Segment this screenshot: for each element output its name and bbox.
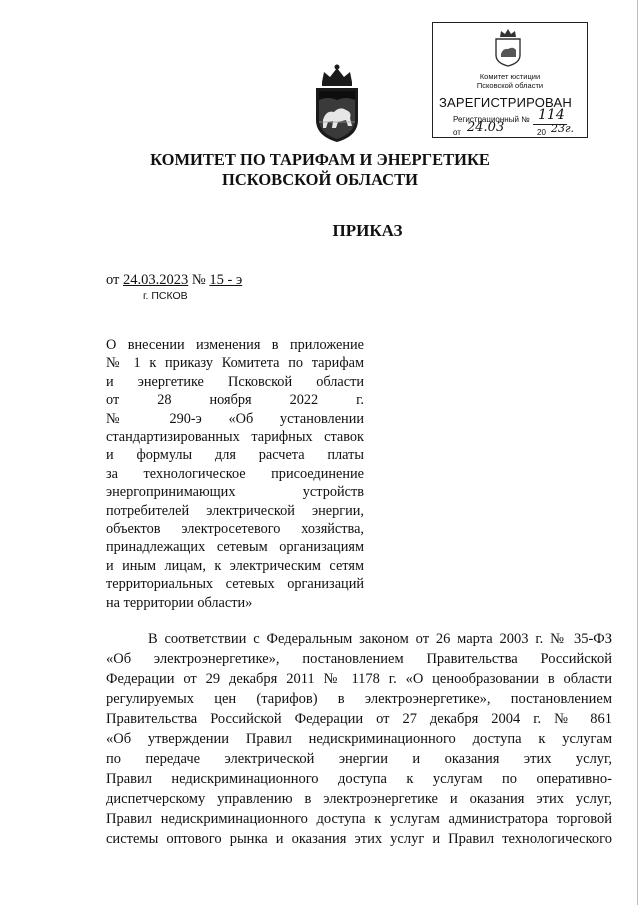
subject-line: на территории области» [106, 594, 253, 611]
subject-line: и формулы для расчета платы [106, 447, 364, 464]
stamp-reg-number-value: 114 [538, 107, 565, 123]
subject-line: от 28 ноября 2022 г. [106, 392, 364, 409]
subject-line: О внесении изменения в приложение [106, 337, 364, 353]
body-line: Правил недискриминационного доступа к услугам администратора торговой [106, 811, 612, 827]
page-edge [637, 0, 638, 905]
order-city: г. ПСКОВ [143, 290, 188, 302]
subject-line: территориальных сетевых организаций [106, 576, 364, 593]
order-date: 24.03.2023 [123, 272, 189, 288]
body-line: регулируемых цен (тарифов) в электроэнергетике», постановлением [106, 691, 612, 707]
body-line: В соответствии с Федеральным законом от 26 марта 2003 г. № 35-ФЗ [148, 631, 612, 647]
stamp-coat-of-arms-icon [491, 27, 525, 67]
subject-line: объектов электросетевого хозяйства, [106, 521, 364, 538]
body-line: «Об электроэнергетике», постановлением Правительства Российской [106, 651, 612, 667]
order-date-number [106, 272, 242, 289]
body-line: диспетчерскому управлению в электроэнергетике и оказания этих услуг, [106, 791, 612, 807]
subject-line: за технологическое присоединение [106, 465, 364, 482]
body-line: Правительства Российской Федерации от 27 декабря 2004 г. № 861 [106, 711, 612, 727]
subject-line: принадлежащих сетевым организациям [106, 539, 364, 556]
stamp-org-line2: Псковской области [476, 81, 544, 90]
body-line: Федерации от 29 декабря 2011 № 1178 г. «О ценообразовании в области [106, 671, 612, 687]
registration-stamp [432, 22, 588, 138]
body-line: «Об утверждении Правил недискриминационного доступа к услугам [106, 731, 612, 747]
order-title: ПРИКАЗ [332, 221, 403, 240]
stamp-year-value: 23г. [551, 122, 575, 135]
subject-line: стандартизированных тарифных ставок [106, 429, 364, 446]
body-line: по передаче электрической энергии и оказания этих услуг, [106, 751, 612, 767]
stamp-org-line1: Комитет юстиции [479, 72, 541, 81]
org-name-line2: ПСКОВСКОЙ ОБЛАСТИ [222, 170, 418, 189]
stamp-registered-label: ЗАРЕГИСТРИРОВАН [439, 95, 572, 110]
stamp-date-prefix: от [453, 128, 461, 137]
subject-line: № 290-э «Об установлении [106, 410, 364, 427]
order-number: 15 - э [209, 272, 243, 288]
stamp-year-prefix: 20 [537, 128, 546, 137]
subject-line: энергопринимающих устройств [106, 484, 364, 501]
order-subject [106, 336, 364, 612]
stamp-underline [465, 137, 533, 138]
body-line: Правил недискриминационного доступа к услугам по оперативно- [106, 771, 612, 787]
order-body-paragraph [106, 629, 612, 849]
pskov-oblast-coat-of-arms-icon [308, 62, 366, 144]
subject-line: и иным лицам, к электрическим сетям [106, 557, 364, 574]
org-name-line1: КОМИТЕТ ПО ТАРИФАМ И ЭНЕРГЕТИКЕ [150, 150, 490, 169]
subject-line: потребителей электрической энергии, [106, 502, 364, 519]
body-line: системы оптового рынка и оказания этих услуг и Правил технологического [106, 831, 612, 847]
stamp-date-value: 24.03 [467, 120, 505, 135]
order-number-prefix: № [191, 272, 206, 288]
order-from-prefix: от [106, 272, 120, 288]
subject-line: и энергетике Псковской области [106, 373, 364, 390]
subject-line: № 1 к приказу Комитета по тарифам [106, 355, 364, 372]
stamp-reg-number-label: Регистрационный № [453, 115, 530, 124]
